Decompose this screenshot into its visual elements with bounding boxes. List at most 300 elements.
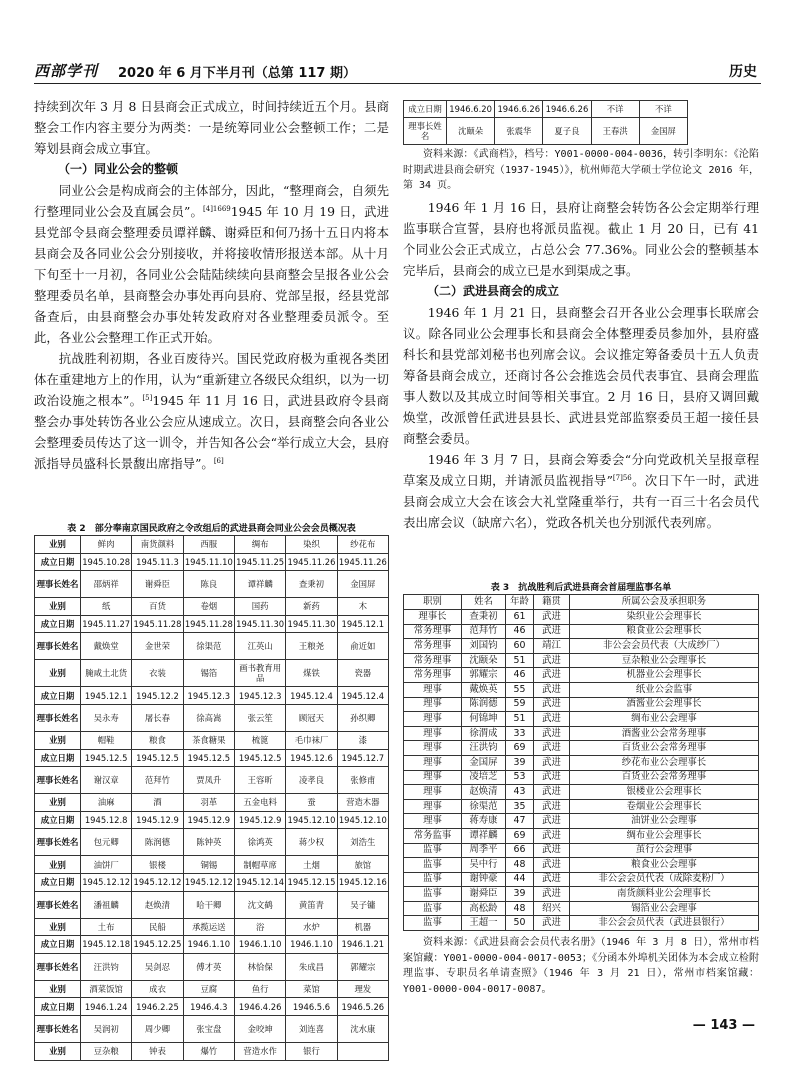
table-cell: 非公会会员代表（成除麦粉厂） (570, 872, 759, 887)
table-cell: 1945.12.12 (81, 873, 132, 891)
table-cell: 蒋少权 (286, 829, 337, 856)
table-cell: 纸 (81, 598, 132, 616)
table-cell: 武进 (534, 741, 570, 756)
table-cell: 茶食糖果 (183, 731, 234, 749)
table-cell: 王粮尧 (286, 633, 337, 660)
table-row (35, 553, 389, 571)
table-cell: 1945.12.3 (183, 687, 234, 705)
table-cell: 百货业公会常务理事 (570, 770, 759, 785)
table-cell: 1945.11.28 (183, 615, 234, 633)
row-label: 理事长姓名 (35, 571, 81, 598)
table-cell: 锡箔 (183, 660, 234, 687)
table-cell: 武进 (534, 610, 570, 625)
table-cell: 粮食业公会理事 (570, 858, 759, 873)
table-cell: 绸布 (234, 536, 285, 554)
table-cell: 武进 (534, 828, 570, 843)
row-label: 业别 (35, 794, 81, 812)
row-label: 成立日期 (35, 998, 81, 1016)
table-cell: 酒 (132, 794, 183, 812)
table-row (35, 571, 389, 598)
table-cell: 赵焕清 (132, 891, 183, 918)
table-cell: 1945.12.6 (286, 749, 337, 767)
table-cell: 周季平 (462, 843, 506, 858)
table-cell: 靖江 (534, 639, 570, 654)
table-cell: 木 (337, 598, 388, 616)
table-cell: 徐鸿英 (234, 829, 285, 856)
table-row (35, 598, 389, 616)
table-cell: 范拜竹 (462, 624, 506, 639)
row-label: 业别 (35, 731, 81, 749)
table-cell: 银楼业公会理事长 (570, 785, 759, 800)
table-cell: 48 (506, 858, 534, 873)
table-cell: 国药 (234, 598, 285, 616)
table-cell: 1945.12.5 (183, 749, 234, 767)
right-column-bottom (403, 935, 759, 997)
table-cell: 卷烟 (183, 598, 234, 616)
table-cell: 金国屏 (462, 755, 506, 770)
table-cell: 1945.12.4 (337, 687, 388, 705)
table-cell: 1945.12.7 (337, 749, 388, 767)
table-cell: 1945.12.8 (81, 811, 132, 829)
table-row (404, 610, 759, 625)
paragraph: 1946 年 1 月 21 日，县商整会召开各业公会理事长联席会议。除各同业公会理事长和县商会全体整理委员参加外，县府盛科长和县党部刘秘书也列席会议。会议推定筹备委员十五人负责筹备县商会成立，还商讨各公会推选会员代表事宜、县商会理监事人数以及其成立时间等相关事宜。2 月 16 日，县府又调回戴焕堂，改派曾任武进县县长、武进县党部监察委员王超一接任县商整会委员。 (403, 304, 759, 446)
table-cell: 69 (506, 741, 534, 756)
table-cell: 武进 (534, 858, 570, 873)
text: 1945 年 10 月 19 日，武进县党部令县商会整理委员谭祥麟、谢舜臣和何乃扬十五日内将本县商会及各同业公会分别接收，并将接收情形报送本部。从十月下旬至十一月初，各同业公会陆陆续续向县商整会呈报各业公会整理委员名单，县商整会办事处再向县府、党部呈报，经县党部备查后，由县商整会办事处转发政府对各业整理委员派令。至此，各业公会整理工作正式开始。 (34, 204, 389, 345)
table-cell: 黄笛青 (286, 891, 337, 918)
table-row (404, 118, 688, 145)
table-cell: 绸布业公会理事长 (570, 828, 759, 843)
table-cell: 张震华 (495, 118, 543, 145)
table-row (404, 624, 759, 639)
table-cell: 张修甫 (337, 767, 388, 794)
table-cell: 营造木器 (337, 794, 388, 812)
table-cell: 粮食 (132, 731, 183, 749)
table-cell: 王容昕 (234, 767, 285, 794)
table-cell: 1946.6.20 (447, 101, 495, 118)
row-label: 成立日期 (35, 811, 81, 829)
table-cell: 监事 (404, 843, 462, 858)
row-label: 业别 (35, 598, 81, 616)
table-cell: 武进 (534, 770, 570, 785)
table-cell: 谢舜臣 (462, 887, 506, 902)
column-header: 姓名 (462, 595, 506, 610)
table-cell: 吴润初 (81, 1015, 132, 1042)
table-cell: 铜锡 (183, 856, 234, 874)
table-cell: 1946.6.26 (495, 101, 543, 118)
table-cell: 46 (506, 624, 534, 639)
table-cell: 营造水作 (234, 1042, 285, 1060)
table-row (404, 755, 759, 770)
table-cell: 土烟 (286, 856, 337, 874)
table-cell: 戴焕堂 (81, 633, 132, 660)
table-cell: 范拜竹 (132, 767, 183, 794)
section-name: 历史 (729, 64, 757, 80)
table-cell: 包元卿 (81, 829, 132, 856)
table-cell: 染织 (286, 536, 337, 554)
table-cell: 豆杂粮 (81, 1042, 132, 1060)
table-cell: 查秉初 (462, 610, 506, 625)
table-cell: 武进 (534, 814, 570, 829)
right-column (403, 147, 759, 533)
table-cell: 凌孝良 (286, 767, 337, 794)
table-cell: 酒酱业公会理事长 (570, 697, 759, 712)
table-cell: 1945.12.9 (132, 811, 183, 829)
table-cell: 1945.12.10 (286, 811, 337, 829)
row-label: 业别 (35, 918, 81, 936)
table-cell: 1945.12.3 (234, 687, 285, 705)
table-cell: 监事 (404, 916, 462, 931)
table-cell: 帽鞋 (81, 731, 132, 749)
table-cell: 1946.4.3 (183, 998, 234, 1016)
table-cell: 不详 (591, 101, 639, 118)
row-label: 成立日期 (404, 101, 447, 118)
table-cell: 常务理事 (404, 668, 462, 683)
table-cell: 瓷器 (337, 660, 388, 687)
text: 1945 年 11 月 16 日，武进县政府令县商整会办事处转饬各业公会应从速成立。次日，县商整会向各业公会整理委员传达了这一训令，并告知各公会“举行成立大会，县府派指导员盛科长景馥出席指导”。 (34, 393, 389, 471)
table-cell: 1945.10.28 (81, 553, 132, 571)
table-cell: 53 (506, 770, 534, 785)
row-label: 成立日期 (35, 687, 81, 705)
table-cell: 35 (506, 799, 534, 814)
table-row (404, 682, 759, 697)
table-cell: 百货业公会常务理事 (570, 741, 759, 756)
table-cell: 油麻 (81, 794, 132, 812)
table-row (35, 953, 389, 980)
table-row (404, 814, 759, 829)
table-cell: 金咬坤 (234, 1015, 285, 1042)
issue-info: 2020 年 6 月下半月刊（总第 117 期） (118, 66, 356, 81)
table-cell: 武进 (534, 872, 570, 887)
table-cell: 西服 (183, 536, 234, 554)
column-header: 职别 (404, 595, 462, 610)
table-cell: 制帽草席 (234, 856, 285, 874)
table-cell: 1945.12.9 (183, 811, 234, 829)
citation: [5] (142, 393, 153, 402)
table-cell: 谭祥麟 (234, 571, 285, 598)
table-cell: 1945.12.16 (337, 873, 388, 891)
row-label: 成立日期 (35, 615, 81, 633)
row-label: 成立日期 (35, 936, 81, 954)
table-row (404, 697, 759, 712)
table-cell: 48 (506, 901, 534, 916)
table-cell: 钟表 (132, 1042, 183, 1060)
table-cell: 1945.11.3 (132, 553, 183, 571)
table-cell: 陈润德 (132, 829, 183, 856)
table-cell: 武进 (534, 916, 570, 931)
paragraph (34, 348, 389, 474)
table-cell: 戴焕英 (462, 682, 506, 697)
table-cell: 武进 (534, 799, 570, 814)
table-cell: 1945.11.25 (234, 553, 285, 571)
table-cell: 常务理事 (404, 624, 462, 639)
table-cell: 郭耀宗 (462, 668, 506, 683)
table-row (404, 101, 688, 118)
table-cell: 南货颜料 (132, 536, 183, 554)
table-cell: 张云笙 (234, 704, 285, 731)
table-cell: 金国屏 (639, 118, 687, 145)
table-cell: 漆 (337, 731, 388, 749)
table-row (35, 811, 389, 829)
table-cell: 1945.12.1 (337, 615, 388, 633)
table-cell: 理事长 (404, 610, 462, 625)
table-cell: 毛巾袜厂 (286, 731, 337, 749)
table-row (35, 749, 389, 767)
table-cell: 武进 (534, 668, 570, 683)
board-table (403, 594, 759, 931)
table-cell: 理事 (404, 712, 462, 727)
row-label: 业别 (35, 1042, 81, 1060)
table-cell: 1945.12.10 (337, 811, 388, 829)
text: 同业公会是构成商会的主体部分，因此，“整理商会，自须先行整理同业公会及直属会员”。 (34, 183, 389, 219)
table-cell: 土布 (81, 918, 132, 936)
table-cell: 陈润德 (462, 697, 506, 712)
table-cell: 金国屏 (337, 571, 388, 598)
table-cell: 绸布业公会理事 (570, 712, 759, 727)
table-cell: 理事 (404, 799, 462, 814)
row-label: 业别 (35, 856, 81, 874)
table-cell: 银行 (286, 1042, 337, 1060)
table-cell: 1946.1.24 (81, 998, 132, 1016)
table-cell: 豆杂粮业公会理事长 (570, 653, 759, 668)
table-row (404, 785, 759, 800)
table-row (404, 828, 759, 843)
table-cell: 五金电料 (234, 794, 285, 812)
table-row (404, 653, 759, 668)
table-cell: 1946.5.26 (337, 998, 388, 1016)
table-cell: 武进 (534, 653, 570, 668)
table-row (35, 731, 389, 749)
table-cell: 监事 (404, 858, 462, 873)
table-cell: 50 (506, 916, 534, 931)
table-row (35, 829, 389, 856)
table-cell: 61 (506, 610, 534, 625)
table-cell: 王超一 (462, 916, 506, 931)
table-cell: 新药 (286, 598, 337, 616)
table-cell: 陈良 (183, 571, 234, 598)
table-cell: 60 (506, 639, 534, 654)
row-label: 理事长姓名 (35, 633, 81, 660)
table-cell: 衣装 (132, 660, 183, 687)
table-cell: 武进 (534, 712, 570, 727)
table-cell: 沈水康 (337, 1015, 388, 1042)
table-cell: 43 (506, 785, 534, 800)
table-cell: 1945.12.5 (132, 749, 183, 767)
table-cell: 梳篦 (234, 731, 285, 749)
table-cell: 吴永寿 (81, 704, 132, 731)
table-cell: 孙织卿 (337, 704, 388, 731)
table-cell: 夏子良 (543, 118, 591, 145)
table-cell: 林恰保 (234, 953, 285, 980)
table-cell: 1945.12.5 (234, 749, 285, 767)
table-row (35, 794, 389, 812)
table-cell: 傅才英 (183, 953, 234, 980)
column-header: 所属公会及承担职务 (570, 595, 759, 610)
table-row (404, 916, 759, 931)
table-cell: 卷烟业公会理事长 (570, 799, 759, 814)
table-cell: 百货 (132, 598, 183, 616)
column-header: 籍贯 (534, 595, 570, 610)
table-row (404, 668, 759, 683)
row-label: 理事长姓名 (35, 953, 81, 980)
table-cell: 1945.11.10 (183, 553, 234, 571)
row-label: 成立日期 (35, 873, 81, 891)
table-cell: 1946.6.26 (543, 101, 591, 118)
table-row (35, 873, 389, 891)
table-cell: 贾凤升 (183, 767, 234, 794)
table-row (35, 704, 389, 731)
table-row (404, 770, 759, 785)
table-cell: 理事 (404, 770, 462, 785)
table-row (35, 615, 389, 633)
table-row (35, 660, 389, 687)
table-cell: 鱼行 (234, 980, 285, 998)
table-cell: 39 (506, 887, 534, 902)
paragraph (403, 449, 759, 533)
row-label: 理事长姓名 (35, 767, 81, 794)
table-cell: 1946.1.10 (286, 936, 337, 954)
table-cell: 常务理事 (404, 653, 462, 668)
table-cell: 哈干卿 (183, 891, 234, 918)
table-cell: 查秉初 (286, 571, 337, 598)
journal-logo: 西部学刊 (34, 62, 99, 80)
table-cell: 徐渠范 (183, 633, 234, 660)
table-row (404, 726, 759, 741)
table-cell: 47 (506, 814, 534, 829)
table-cell: 菜馆 (286, 980, 337, 998)
subsection-heading: （一）同业公会的整顿 (58, 162, 179, 176)
table-cell: 旅馆 (337, 856, 388, 874)
table-cell: 邵炳祥 (81, 571, 132, 598)
table-row (35, 687, 389, 705)
table-cell: 武进 (534, 697, 570, 712)
row-label: 成立日期 (35, 749, 81, 767)
table-cell: 39 (506, 755, 534, 770)
table-cell: 谢汉章 (81, 767, 132, 794)
table-cell: 水炉 (286, 918, 337, 936)
table-cell: 常务理事 (404, 639, 462, 654)
table-cell: 汪洪钧 (81, 953, 132, 980)
citation: [7]56 (612, 473, 632, 482)
table-row (404, 741, 759, 756)
table-cell: 浴 (234, 918, 285, 936)
table-row (35, 936, 389, 954)
table-cell: 蚕 (286, 794, 337, 812)
table-cell: 徐高嵩 (183, 704, 234, 731)
table-cell: 66 (506, 843, 534, 858)
text: 。次日下午一时，武进县商会成立大会在该会大礼堂隆重举行，共有一百三十名会员代表出席会议（缺席六名），党政各机关也分别派代表列席。 (403, 472, 759, 530)
table-cell: 1945.12.4 (286, 687, 337, 705)
table-cell: 凌培芝 (462, 770, 506, 785)
table-cell: 51 (506, 712, 534, 727)
table-row (35, 918, 389, 936)
table-cell: 理事 (404, 741, 462, 756)
table-cell: 监事 (404, 887, 462, 902)
subsection-heading: （二）武进县商会的成立 (427, 283, 560, 298)
table-cell: 武进 (534, 682, 570, 697)
table-cell: 爆竹 (183, 1042, 234, 1060)
table-cell: 茧行公会理事 (570, 843, 759, 858)
table-cell: 55 (506, 682, 534, 697)
table-cell: 常务监事 (404, 828, 462, 843)
table-cell: 1945.11.30 (234, 615, 285, 633)
table-cell: 沈颐朵 (447, 118, 495, 145)
text: 抗战胜利初期，各业百废待兴。国民党政府极为重视各类团体在重建地方上的作用，认为“重新建立各级民众组织，以为一切政治设施之根本”。 (34, 351, 389, 408)
table-cell: 银楼 (132, 856, 183, 874)
table-cell: 赵焕清 (462, 785, 506, 800)
page-header (34, 58, 761, 84)
table-cell: 1946.2.25 (132, 998, 183, 1016)
table-cell: 徐渭成 (462, 726, 506, 741)
row-label: 业别 (35, 660, 81, 687)
table-cell: 1946.1.10 (183, 936, 234, 954)
table-cell: 59 (506, 697, 534, 712)
table-cell: 1945.12.14 (234, 873, 285, 891)
table-row (404, 901, 759, 916)
table-row (35, 856, 389, 874)
source-note: 资料来源：《武进县商会会员代表名册》（1946 年 3 月 8 日），常州市档案馆藏：Y001-0000-004-0017-0053；《分函本外埠机关团体为本会成立检附理监事、专职员名单请查照》（1946 年 3 月 21 日），常州市档案馆藏：Y001-0000-004-0017-0087。 (403, 937, 759, 995)
table-cell: 1945.11.30 (286, 615, 337, 633)
table-row (35, 998, 389, 1016)
table-cell: 理事 (404, 814, 462, 829)
table-row (35, 891, 389, 918)
table-cell: 汪洪钧 (462, 741, 506, 756)
table-cell: 武进 (534, 887, 570, 902)
table-cell: 理事 (404, 785, 462, 800)
table-cell: 江英山 (234, 633, 285, 660)
table-cell: 刘浩生 (337, 829, 388, 856)
table-cell: 理事 (404, 726, 462, 741)
table-continued (403, 100, 688, 145)
table-caption: 表 3 抗战胜利后武进县商会首届理监事名单 (490, 583, 672, 593)
table-cell: 谢钟豪 (462, 872, 506, 887)
table-cell: 绍兴 (534, 901, 570, 916)
table-cell: 武进 (534, 843, 570, 858)
table-cell: 1946.1.21 (337, 936, 388, 954)
table-cell: 非公会会员代表（大成纱厂） (570, 639, 759, 654)
table-cell: 纸业公会监事 (570, 682, 759, 697)
table-row (35, 1042, 389, 1060)
citation: [6] (213, 456, 224, 465)
table-cell: 朱成昌 (286, 953, 337, 980)
table-row (404, 858, 759, 873)
table-cell: 理发 (337, 980, 388, 998)
table-cell: 监事 (404, 872, 462, 887)
table-cell: 谢舜臣 (132, 571, 183, 598)
table-cell: 周少卿 (132, 1015, 183, 1042)
table-row (404, 843, 759, 858)
table-cell: 武进 (534, 726, 570, 741)
table-cell: 1945.12.25 (132, 936, 183, 954)
table-row (35, 980, 389, 998)
table-cell: 1946.4.26 (234, 998, 285, 1016)
table-row (35, 633, 389, 660)
table-cell: 画书教育用品 (234, 660, 285, 687)
table-cell: 44 (506, 872, 534, 887)
citation: [4]1669 (203, 204, 231, 213)
table-cell: 承揽运送 (183, 918, 234, 936)
column-header: 年龄 (506, 595, 534, 610)
page-number: — 143 — (692, 1018, 755, 1033)
row-label: 业别 (35, 980, 81, 998)
table-cell: 武进 (534, 755, 570, 770)
table-cell: 金世荣 (132, 633, 183, 660)
table-cell: 粮食业公会理事长 (570, 624, 759, 639)
row-label: 成立日期 (35, 553, 81, 571)
table-cell: 蒋寿康 (462, 814, 506, 829)
table-cell: 王春洪 (591, 118, 639, 145)
table-cell: 机器 (337, 918, 388, 936)
